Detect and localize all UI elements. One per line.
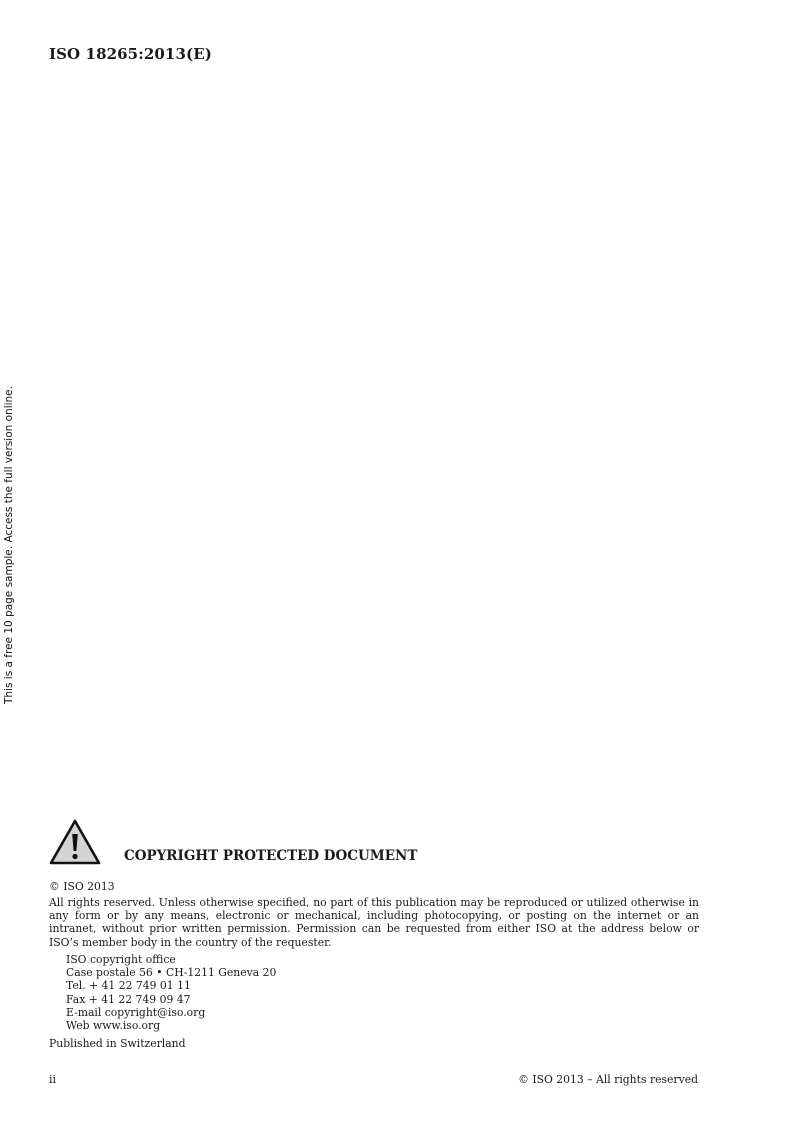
address-line-fax: Fax + 41 22 749 09 47 — [66, 992, 191, 1006]
address-line-email[interactable]: E-mail copyright@iso.org — [66, 1005, 206, 1019]
address-line-web[interactable]: Web www.iso.org — [66, 1019, 161, 1033]
address-line-postal: Case postale 56 • CH-1211 Geneva 20 — [66, 966, 277, 980]
footer-rights: © ISO 2013 – All rights reserved — [518, 1073, 698, 1086]
published-location: Published in Switzerland — [49, 1037, 186, 1050]
page-number: ii — [49, 1073, 57, 1086]
copyright-line: © ISO 2013 — [49, 880, 115, 893]
address-block — [66, 953, 276, 1032]
document-id: ISO 18265:2013(E) — [49, 45, 212, 63]
address-line-office: ISO copyright office — [66, 953, 176, 966]
address-line-tel: Tel. + 41 22 749 01 11 — [66, 979, 191, 993]
rights-statement: All rights reserved. Unless otherwise specified, no part of this publication may be reproduced or utilized otherwise in any form or by any means, electronic or mechanical, including photocopying, or posting on the internet or an intranet, without prior written permission. Permission can be requested from either ISO at the address below or ISO’s member body in the country of the requester. — [49, 896, 699, 949]
sample-side-note: This is a free 10 page sample. Access the full version online. — [3, 386, 15, 704]
copyright-heading: COPYRIGHT PROTECTED DOCUMENT — [124, 848, 418, 864]
warning-triangle-icon — [48, 818, 102, 866]
